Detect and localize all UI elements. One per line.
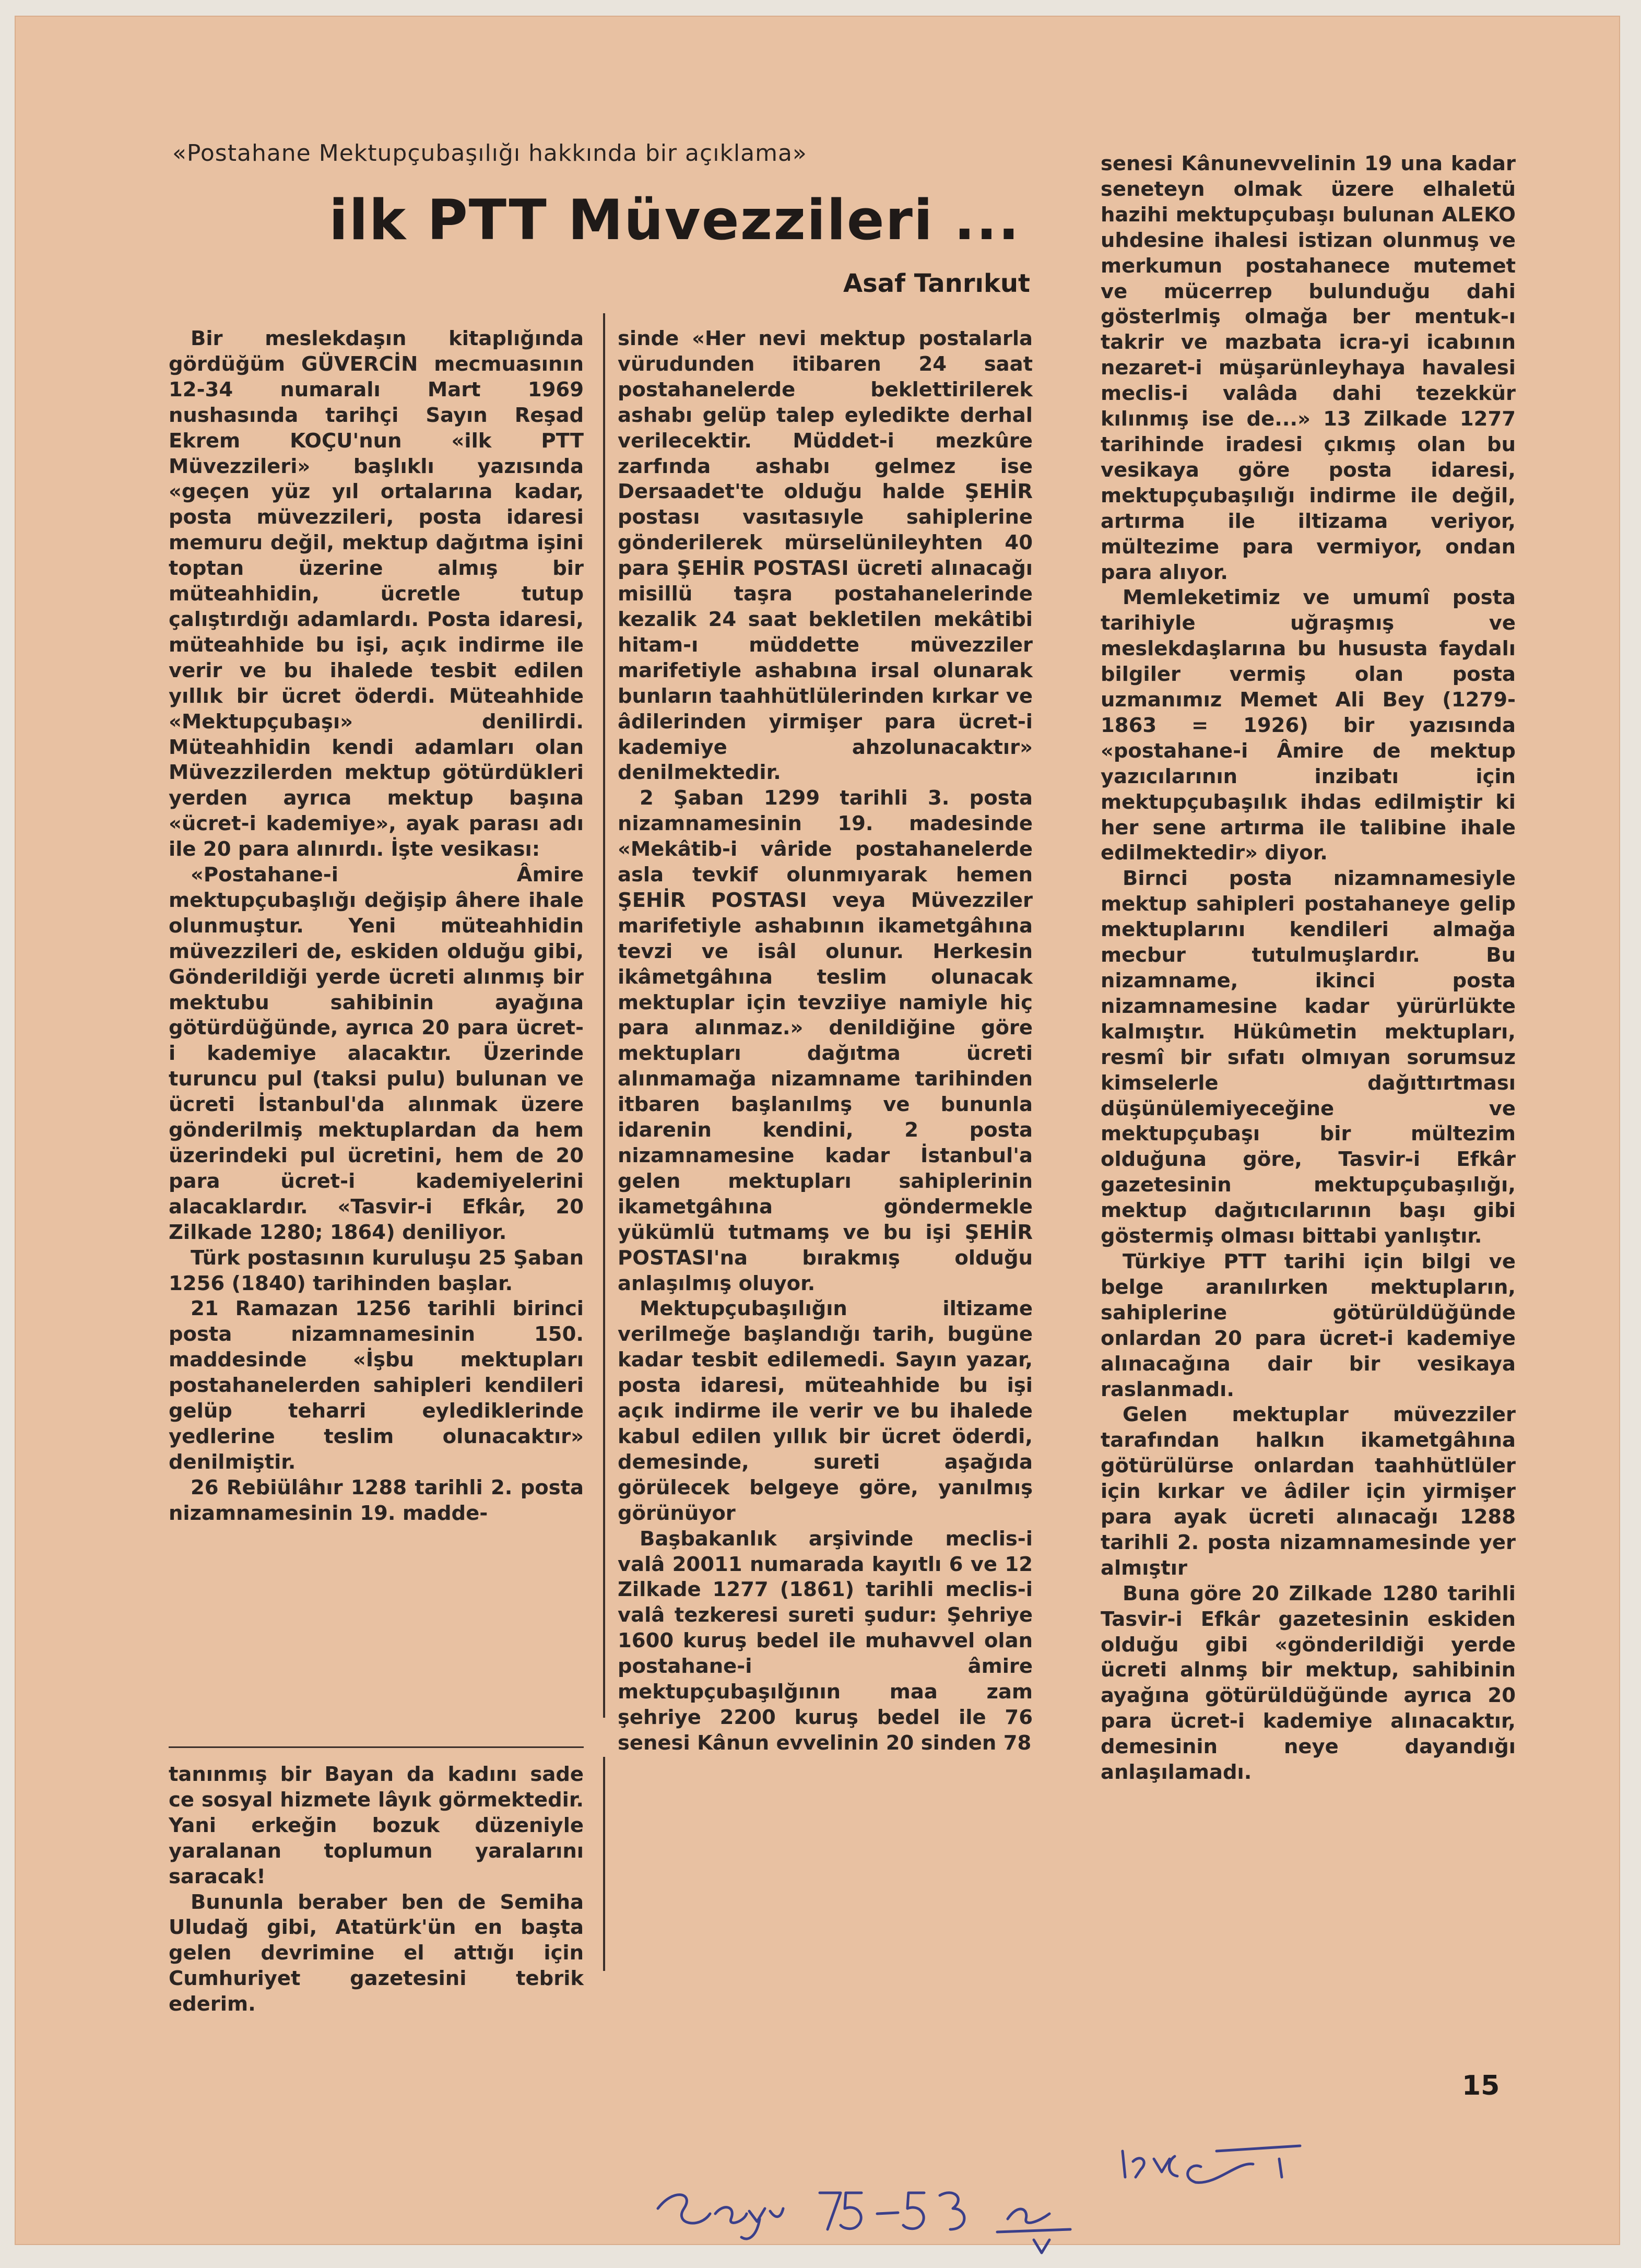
handwritten-signature-icon xyxy=(653,2130,1305,2266)
section-divider xyxy=(169,1746,584,1748)
paragraph: Buna göre 20 Zilkade 1280 tarihli Tasvir-i Efkâr gazetesinin eskiden olduğu gibi «gönderildiği yerde ücreti alnmş bir mektup, sahibinin ayağına götürüldüğünde ayrıca 20 para ücret-i kademiye alınacaktır, demesinin neye dayandığı anlaşılamadı. xyxy=(1101,1581,1516,1785)
paragraph: Türkiye PTT tarihi için bilgi ve belge aranılırken mektupların, sahiplerine götürüldüğünde onlardan 20 para ücret-i kademiye alınacağına dair bir vesikaya raslanmadı. xyxy=(1101,1249,1516,1401)
paragraph: 21 Ramazan 1256 tarihli birinci posta nizamnamesinin 150. maddesinde «İşbu mektupları postahanelerden sahipleri kendileri gelüp teharri eylediklerinde yedlerine teslim olunacaktır» denilmiştir. xyxy=(169,1297,584,1474)
column-3 xyxy=(1101,151,1516,1786)
column-divider xyxy=(603,313,605,1718)
article-author: Asaf Tanrıkut xyxy=(843,269,1030,298)
paragraph: senesi Kânunevvelinin 19 una kadar seneteyn olmak üzere elhaletü hazihi mektupçubaşı bulunan ALEKO uhdesine ihalesi istizan olunmuş ve merkumun postahanece mutemet ve mücerrep bulunduğu dahi gösterlmiş olmağa ber mentuk-ı takrir ve mazbata icra-yi icabının nezaret-i müşarünleyhaya havalesi meclis-i valâda dahi tezekkür kılınmış ise de...» 13 Zilkade 1277 tarihinde iradesi çıkmış olan bu vesikaya göre posta idaresi, mektupçubaşılığı indirme ile değil, artırma ile iltizama veriyor, mültezime para vermiyor, ondan para alıyor. xyxy=(1101,152,1516,584)
column-2 xyxy=(618,326,1033,1756)
paragraph: «Postahane-i Âmire mektupçubaşlığı değişip âhere ihale olunmuştur. Yeni müteahhidin müvezzileri de, eskiden olduğu gibi, Gönderildiği yerde ücreti alınmış bir mektubu sahibinin ayağına götürdüğünde, ayrıca 20 para ücret-i kademiye alacaktır. Üzerinde turuncu pul (taksi pulu) bulunan ve ücreti İstanbul'da alınmak üzere gönderilmiş mektuplardan da hem üzerindeki pul ücretini, hem de 20 para ücret-i kademiyelerini alacaklardır. «Tasvir-i Efkâr, 20 Zilkade 1280; 1864) deniliyor. xyxy=(169,863,584,1244)
column-divider-lower xyxy=(603,1757,605,1971)
handwritten-notes xyxy=(653,2130,1305,2268)
article-kicker: «Postahane Mektupçubaşılığı hakkında bir açıklama» xyxy=(172,140,807,167)
paragraph: Birnci posta nizamnamesiyle mektup sahipleri postahaneye gelip mektuplarını kendileri almağa mecbur tutulmuşlardır. Bu nizamname, ikinci posta nizamnamesine kadar yürürlükte kalmıştır. Hükûmetin mektupları, resmî bir sıfatı olmıyan sorumsuz kimselerle dağıttırtması düşünülemiyeceğine ve mektupçubaşı bir mültezim olduğuna göre, Tasvir-i Efkâr gazetesinin mektupçubaşılığı, mektup dağıtıcılarının başı gibi göstermiş olması bittabi yanlıştır. xyxy=(1101,867,1516,1248)
paragraph: Bir meslekdaşın kitaplığında gördüğüm GÜVERCİN mecmuasının 12-34 numaralı Mart 1969 nushasında tarihçi Sayın Reşad Ekrem KOÇU'nun «ilk PTT Müvezzileri» başlıklı yazısında «geçen yüz yıl ortalarına kadar, posta müvezzileri, posta idaresi memuru değil, mektup dağıtma işini toptan üzerine almış bir müteahhidin, ücretle tutup çalıştırdığı adamlardı. Posta idaresi, müteahhide bu işi, açık indirme ile verir ve bu ihalede tesbit edilen yıllık bir ücret öderdi. Müteahhide «Mektupçubaşı» denilirdi. Müteahhidin kendi adamları olan Müvezzilerden mektup götürdükleri yerden ayrıca mektup başına «ücret-i kademiye», ayak parası adı ile 20 para alınırdı. İşte vesikası: xyxy=(169,327,584,861)
paragraph: Gelen mektuplar müvezziler tarafından halkın ikametgâhına götürülürse onlardan taahhütlüler için kırkar ve âdiler için yirmişer para ayak ücreti alınacağı 1288 tarihli 2. posta nizamnamesinde yer almıştır xyxy=(1101,1403,1516,1580)
page-number: 15 xyxy=(1462,2070,1500,2101)
paragraph: Bununla beraber ben de Semiha Uludağ gibi, Atatürk'ün en başta gelen devrimine el attığı için Cumhuriyet gazetesini tebrik ederim. xyxy=(169,1890,584,2016)
paragraph: sinde «Her nevi mektup postalarla vürudunden itibaren 24 saat postahanelerde beklettirilerek ashabı gelüp talep eyledikte derhal verilecektir. Müddet-i mezkûre zarfında ashabı gelmez ise Dersaadet'te olduğu halde ŞEHİR postası vasıtasıyle sahiplerine gönderilerek mürselünileyhten 40 para ŞEHİR POSTASI ücreti alınacağı misillü taşra postahanelerinde kezalik 24 saat bekletilen mekâtibi hitam-ı müddette müvezziler marifetiyle ashabına irsal olunarak bunların taahhütlülerinden kırkar ve âdilerinden yirmişer para ücret-i kademiye ahzolunacaktır» denilmektedir. xyxy=(618,327,1033,785)
paragraph: 26 Rebiülâhır 1288 tarihli 2. posta nizamnamesinin 19. madde- xyxy=(169,1475,584,1525)
column-1 xyxy=(169,326,584,1527)
paragraph: Türk postasının kuruluşu 25 Şaban 1256 (1840) tarihinden başlar. xyxy=(169,1246,584,1295)
paragraph: tanınmış bir Bayan da kadını sade ce sosyal hizmete lâyık görmektedir. Yani erkeğin bozuk düzeniyle yaralanan toplumun yaralarını saracak! xyxy=(169,1763,584,1888)
article-title: ilk PTT Müvezzileri ... xyxy=(329,188,1020,252)
paragraph: Memleketimiz ve umumî posta tarihiyle uğraşmış ve meslekdaşlarına bu hususta faydalı bilgiler vermiş olan posta uzmanımız Memet Ali Bey (1279-1863 = 1926) bir yazısında «postahane-i Âmire de mektup yazıcılarının inzibatı için mektupçubaşılık ihdas edilmiştir ki her sene artırma ile talibine ihale edilmektedir» diyor. xyxy=(1101,586,1516,865)
column-1-lower xyxy=(169,1762,584,2017)
paragraph: 2 Şaban 1299 tarihli 3. posta nizamnamesinin 19. madesinde «Mekâtib-i vâride postahanelerde asla tevkif olunmıyarak hemen ŞEHİR POSTASI veya Müvezziler marifetiyle ashabının ikametgâhına tevzi ve isâl olunur. Herkesin ikâmetgâhına teslim olunacak mektuplar için tevziiye namiyle hiç para alınmaz.» denildiğine göre mektupları dağıtma ücreti alınmamağa nizamname tarihinden itbaren başlanılmş ve bununla idarenin kendini, 2 posta nizamnamesine kadar İstanbul'a gelen mektupları sahiplerinin ikametgâhına göndermekle yükümlü tutmamş ve bu işi ŞEHİR POSTASI'na bırakmış olduğu anlaşılmış oluyor. xyxy=(618,786,1033,1295)
paragraph: Mektupçubaşılığın iltizame verilmeğe başlandığı tarih, bugüne kadar tesbit edilemedi. Sayın yazar, posta idaresi, müteahhide bu işi açık indirme ile verir ve bu ihalede kabul edilen yıllık bir ücret öderdi, demesinde, sureti aşağıda görülecek belgeye göre, yanılmış görünüyor xyxy=(618,1297,1033,1525)
paragraph: Başbakanlık arşivinde meclis-i valâ 20011 numarada kayıtlı 6 ve 12 Zilkade 1277 (1861) tarihli meclis-i valâ tezkeresi sureti şudur: Şehriye 1600 kuruş bedel ile muhavvel olan postahane-i âmire mektupçubaşılğının maa zam şehriye 2200 kuruş bedel ile 76 senesi Kânun evvelinin 20 sinden 78 xyxy=(618,1527,1033,1755)
